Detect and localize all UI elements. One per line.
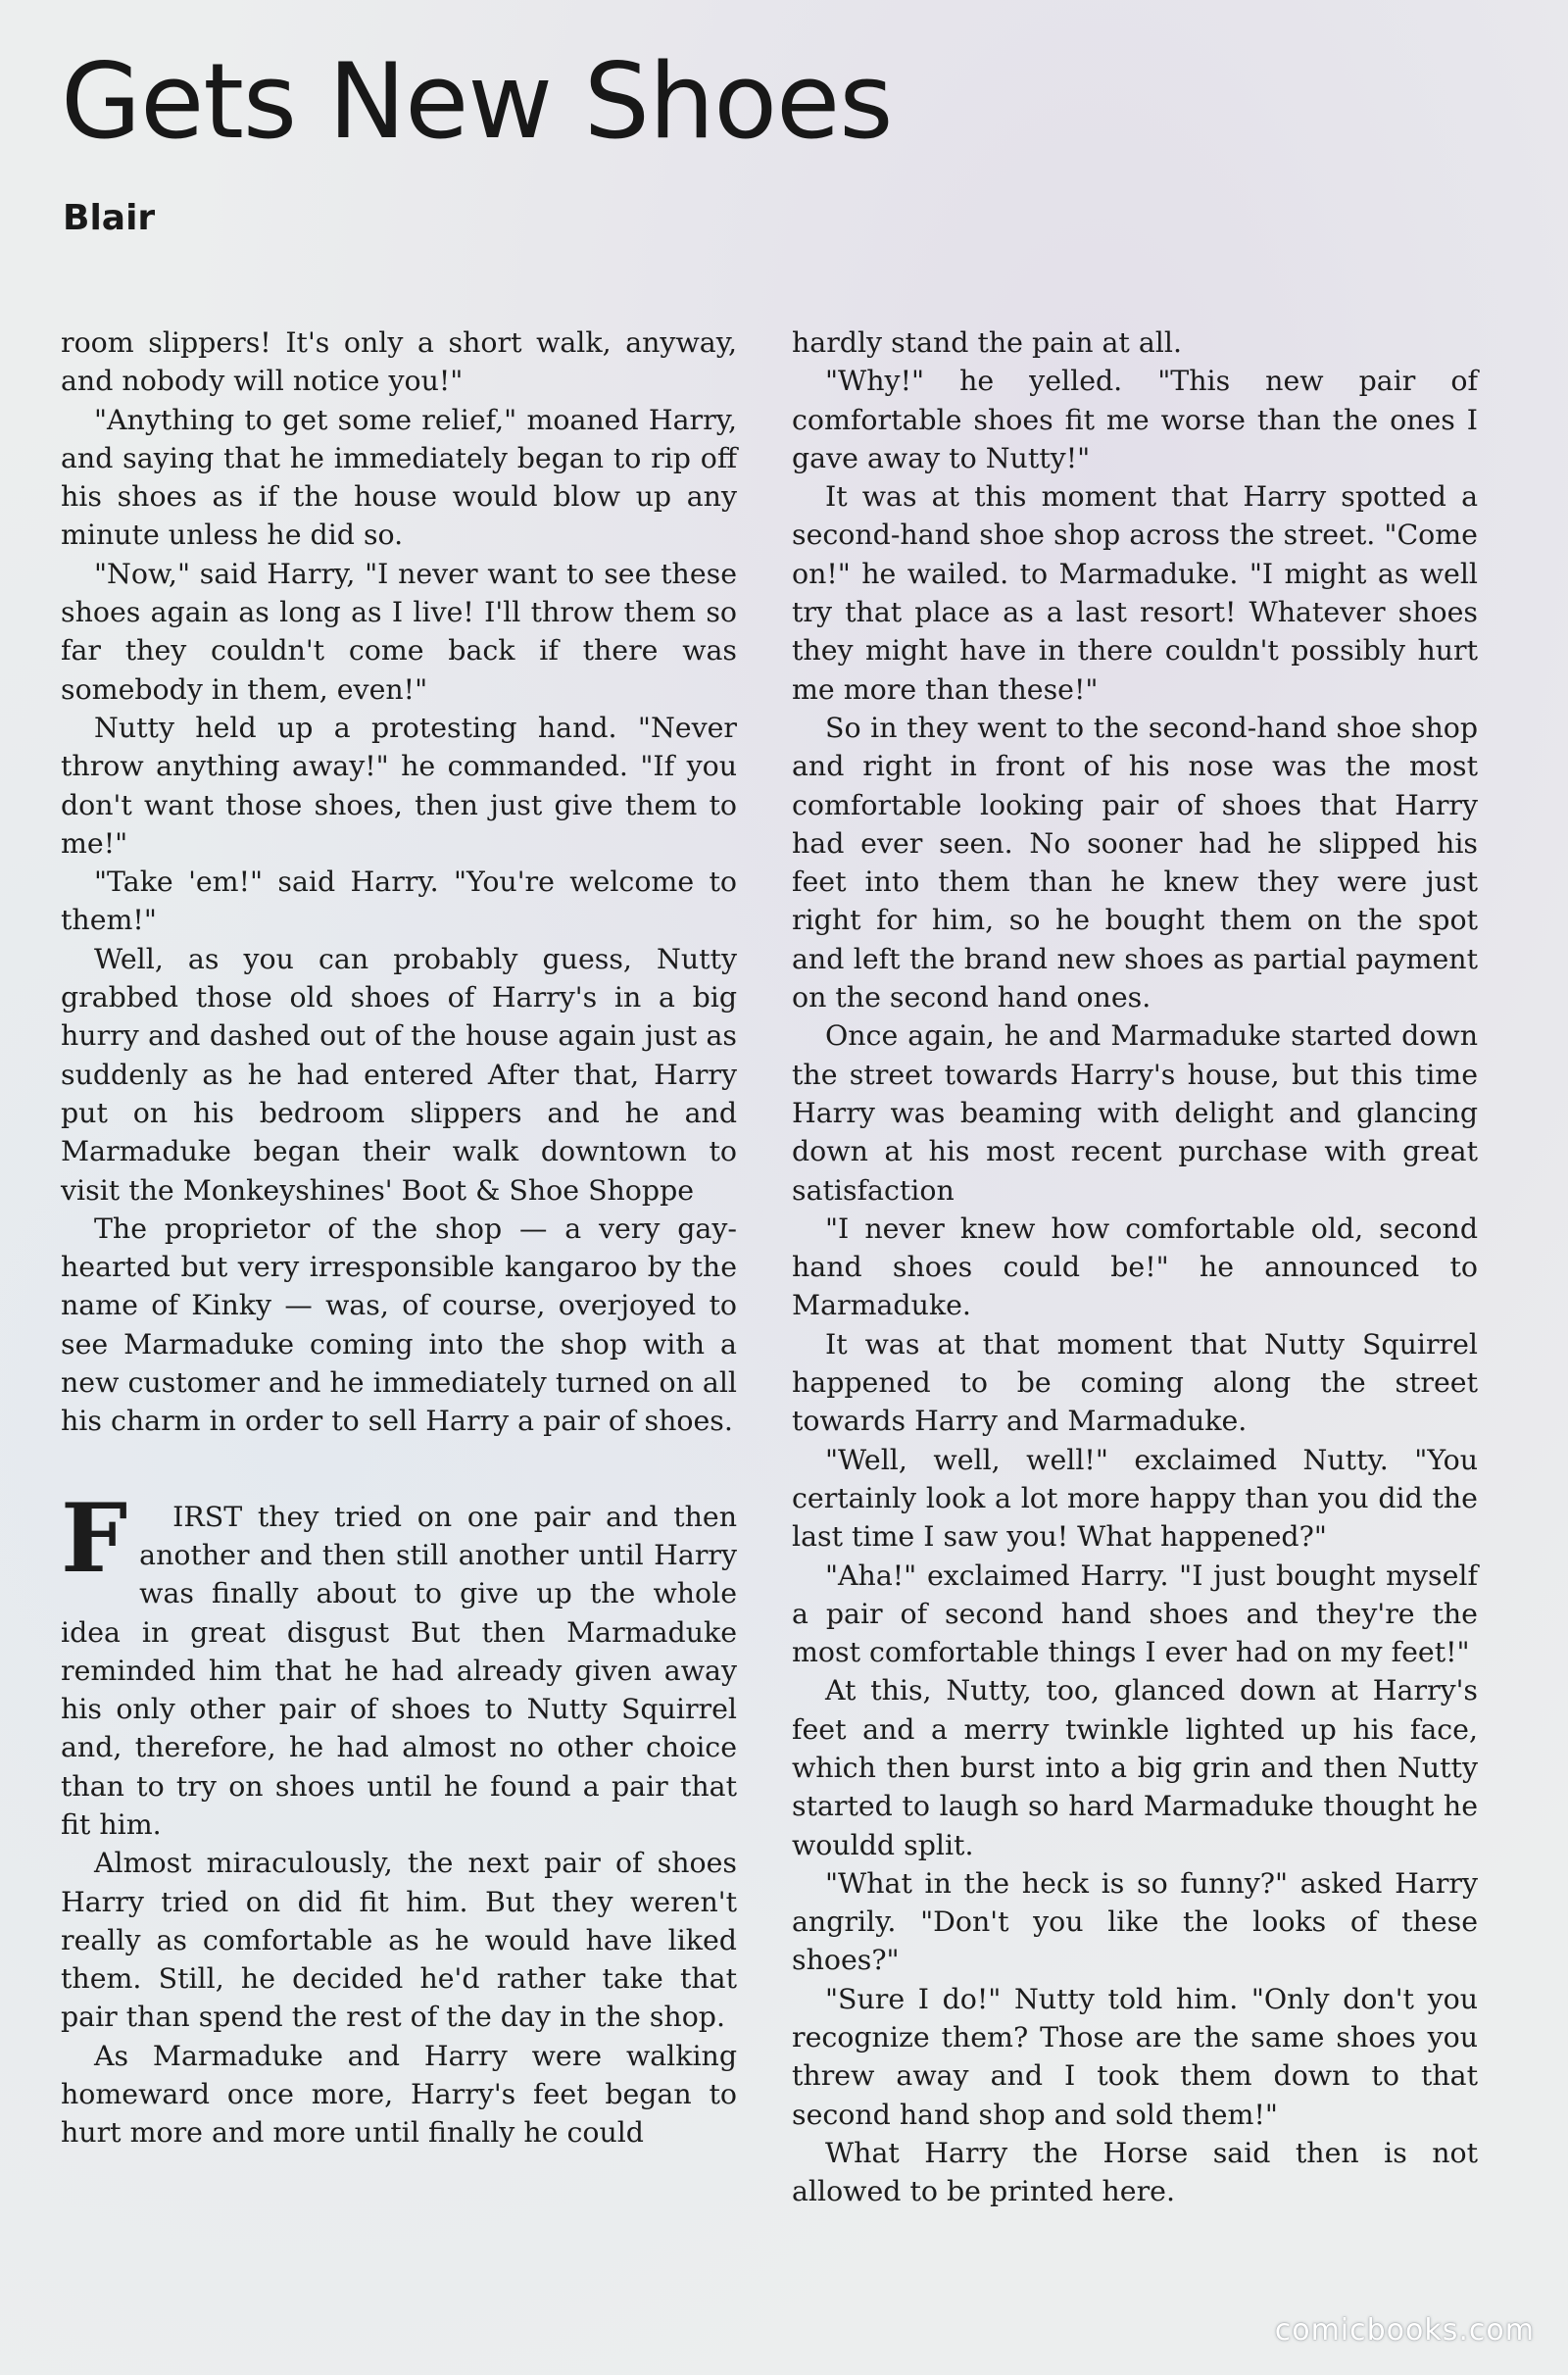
paragraph: So in they went to the second-hand shoe shop and right in front of his nose was the most comfortable looking pair of shoes that Harry had ever seen. No sooner had he slipped his feet into them than he knew they were just right for him, so he bought them on the spot and left the brand new shoes as partial payment on the second hand ones. [792, 711, 1478, 1014]
story-headline: Gets New Shoes [61, 41, 893, 162]
site-watermark: comicbooks.com [1274, 2313, 1535, 2348]
section-paragraph [61, 1482, 737, 1845]
paragraph: "Why!" he yelled. "This new pair of comfortable shoes fit me worse than the ones I gave away to Nutty!" [792, 365, 1478, 474]
author-byline: Blair [63, 198, 156, 238]
paragraph: "Sure I do!" Nutty told him. "Only don't you recognize them? Those are the same shoes you threw away and I took them down to that second hand shop and sold them!" [792, 1982, 1478, 2131]
paragraph: room slippers! It's only a short walk, anyway, and nobody will notice you!" [61, 326, 737, 398]
paragraph: What Harry the Horse said then is not allowed to be printed here. [792, 2136, 1478, 2208]
paragraph: Once again, he and Marmaduke started down the street towards Harry's house, but this time Harry was beaming with delight and glancing down at his most recent purchase with great satisfaction [792, 1019, 1478, 1207]
paragraph: Almost miraculously, the next pair of shoes Harry tried on did fit him. But they weren't really as comfortable as he would have liked them. Still, he decided he'd rather take that pair than spend the rest of the day in the shop. [61, 1847, 737, 2034]
paragraph: Nutty held up a protesting hand. "Never throw anything away!" he commanded. "If you don't want those shoes, then just give them to me!" [61, 711, 737, 860]
paragraph: "Now," said Harry, "I never want to see these shoes again as long as I live! I'll throw them so far they couldn't come back if there was somebody in them, even!" [61, 557, 737, 706]
paragraph: Well, as you can probably guess, Nutty grabbed those old shoes of Harry's in a big hurry and dashed out of the house again just as suddenly as he had entered After that, Harry put on his bedroom slippers and he and Marmaduke began their walk downtown to visit the Monkeyshines' Boot & Shoe Shoppe [61, 942, 737, 1207]
drop-cap: F [61, 1482, 128, 1594]
paragraph: It was at this moment that Harry spotted a second-hand shoe shop across the street. "Come on!" he wailed. to Marmaduke. "I might as well try that place as a last resort! Whatever shoes they might have in there couldn't possibly hurt me more than these!" [792, 480, 1478, 706]
right-text-column [792, 323, 1478, 2211]
paragraph: "Anything to get some relief," moaned Harry, and saying that he immediately began to rip off his shoes as if the house would blow up any minute unless he did so. [61, 403, 737, 552]
left-text-column [61, 323, 737, 2152]
paragraph: As Marmaduke and Harry were walking homeward once more, Harry's feet began to hurt more and more until finally he could [61, 2039, 737, 2150]
section-text: IRST they tried on one pair and then another and then still another until Harry was finally about to give up the whole idea in great disgust But then Marmaduke reminded him that he had already given away his only other pair of shoes to Nutty Squirrel and, therefore, he had almost no other choice than to try on shoes until he found a pair that fit him. [61, 1500, 737, 1841]
paragraph: It was at that moment that Nutty Squirrel happened to be coming along the street towards Harry and Marmaduke. [792, 1327, 1478, 1438]
paragraph: At this, Nutty, too, glanced down at Harry's feet and a merry twinkle lighted up his face, which then burst into a big grin and then Nutty started to laugh so hard Marmaduke thought he wouldd split. [792, 1674, 1478, 1861]
paragraph: "Aha!" exclaimed Harry. "I just bought myself a pair of second hand shoes and they're the most comfortable things I ever had on my feet!" [792, 1559, 1478, 1669]
paragraph: "What in the heck is so funny?" asked Harry angrily. "Don't you like the looks of these shoes?" [792, 1866, 1478, 1977]
paragraph: "Take 'em!" said Harry. "You're welcome to them!" [61, 866, 737, 937]
paragraph: "Well, well, well!" exclaimed Nutty. "You certainly look a lot more happy than you did the last time I saw you! What happened?" [792, 1443, 1478, 1554]
paragraph: hardly stand the pain at all. [792, 326, 1182, 359]
paragraph: "I never knew how comfortable old, second hand shoes could be!" he announced to Marmaduke. [792, 1212, 1478, 1322]
paragraph: The proprietor of the shop — a very gay-hearted but very irresponsible kangaroo by the name of Kinky — was, of course, overjoyed to see Marmaduke coming into the shop with a new customer and he immediately turned on all his charm in order to sell Harry a pair of shoes. [61, 1212, 737, 1438]
